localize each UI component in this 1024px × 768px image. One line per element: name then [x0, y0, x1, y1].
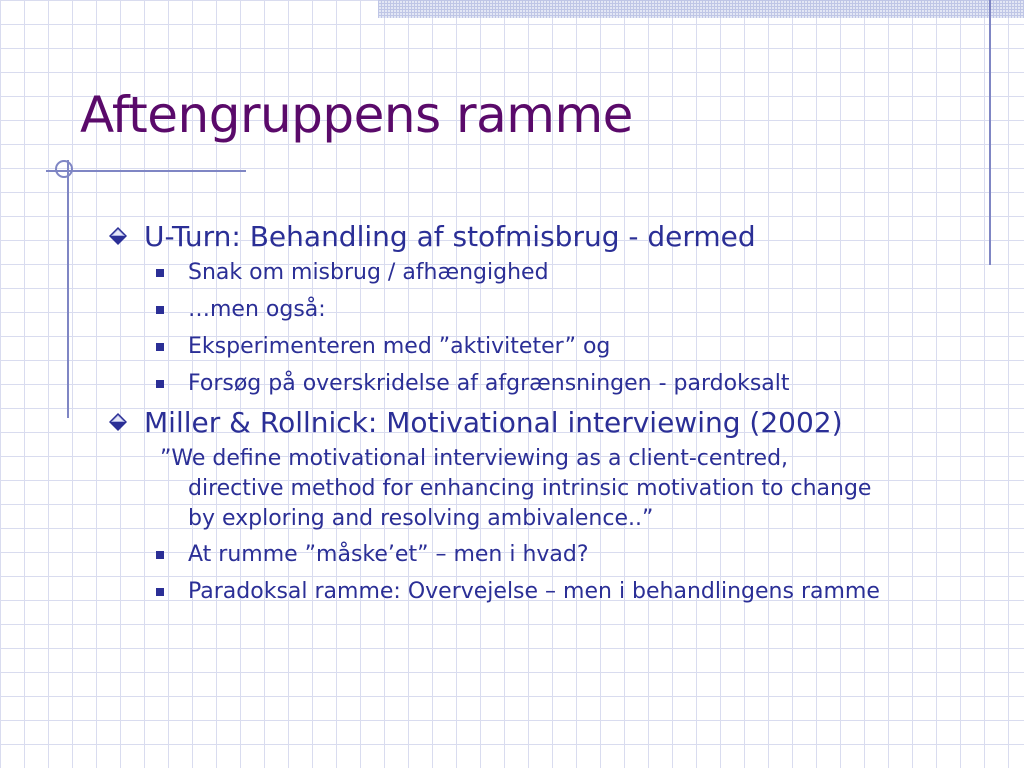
square-bullet-icon — [156, 380, 164, 388]
top-decorative-band — [378, 0, 1024, 18]
bullet-text: U-Turn: Behandling af stofmisbrug - dermed — [144, 220, 756, 253]
square-bullet-icon — [156, 551, 164, 559]
square-bullet-icon — [156, 588, 164, 596]
bullet-text: …men også: — [188, 297, 326, 322]
bullet-text: Miller & Rollnick: Motivational interviewing (2002) — [144, 406, 843, 439]
bullet-level2 — [104, 332, 904, 362]
left-decorative-line — [67, 160, 69, 418]
bullet-text: Paradoksal ramme: Overvejelse – men i behandlingens ramme — [188, 579, 880, 604]
square-bullet-icon — [156, 343, 164, 351]
quote-paragraph: ”We define motivational interviewing as a client-centred, directive method for enhancing intrinsic motivation to change by exploring and resolving ambivalence..” — [160, 446, 872, 531]
title-underline — [46, 170, 246, 172]
right-decorative-line — [989, 0, 991, 265]
diamond-bullet-icon — [109, 413, 127, 431]
bullet-text: Eksperimenteren med ”aktiviteter” og — [188, 334, 611, 359]
bullet-text: At rumme ”måske’et” – men i hvad? — [188, 542, 589, 567]
bullet-level2 — [104, 577, 904, 607]
slide-body — [104, 220, 904, 614]
bullet-level2 — [104, 295, 904, 325]
square-bullet-icon — [156, 269, 164, 277]
bullet-level1 — [104, 406, 904, 440]
diamond-bullet-icon — [109, 227, 127, 245]
decorative-circle — [55, 160, 73, 178]
bullet-text: Snak om misbrug / afhængighed — [188, 260, 549, 285]
bullet-level2 — [104, 540, 904, 570]
bullet-level1 — [104, 220, 904, 254]
square-bullet-icon — [156, 306, 164, 314]
bullet-level2 — [104, 369, 904, 399]
bullet-text: Forsøg på overskridelse af afgrænsningen - pardoksalt — [188, 371, 790, 396]
slide-title: Aftengruppens ramme — [80, 86, 633, 144]
bullet-level2 — [104, 258, 904, 288]
